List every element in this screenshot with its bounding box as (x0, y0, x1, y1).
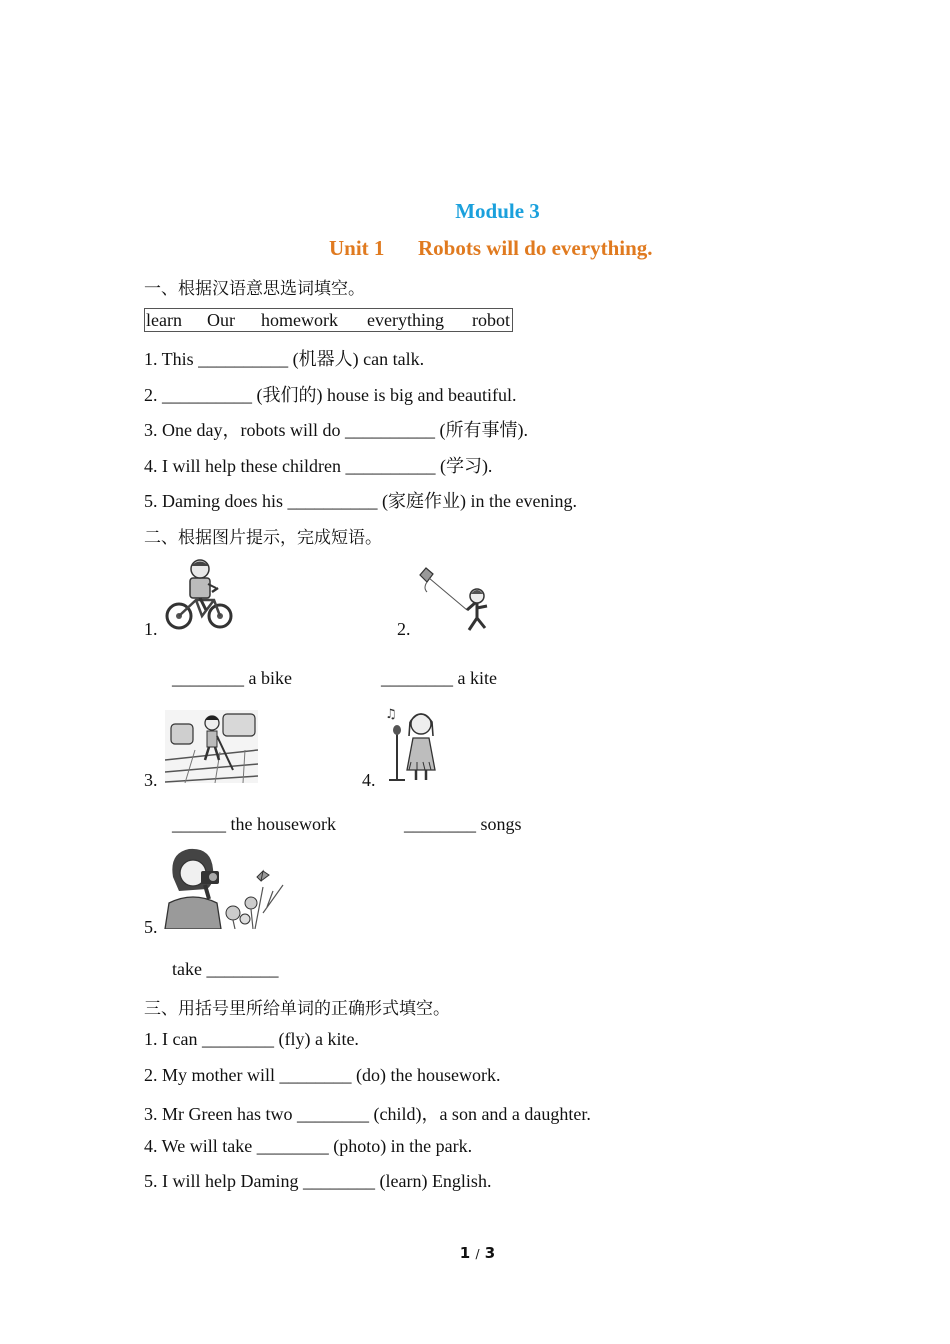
word-bank-item: homework (261, 310, 338, 330)
svg-text:♫: ♫ (385, 707, 397, 722)
part2-phrase: ________ songs (404, 814, 522, 834)
current-page: 1 (459, 1244, 471, 1262)
part1-question: 3. One day，robots will do __________ (所有事情). (144, 420, 528, 440)
part2-item-number: 3. (144, 770, 158, 790)
part1-question: 1. This __________ (机器人) can talk. (144, 349, 425, 369)
part2-heading: 二、根据图片提示，完成短语。 (144, 528, 382, 548)
module-title: Module 3 (455, 199, 540, 223)
word-bank-item: Our (207, 310, 235, 330)
woman-taking-photo-flowers-illustration (163, 847, 293, 929)
unit-number: Unit 1 (329, 236, 385, 260)
part3-question: 1. I can ________ (fly) a kite. (144, 1029, 359, 1049)
part3-question: 5. I will help Daming ________ (learn) English. (144, 1171, 492, 1191)
girl-singing-microphone-illustration (383, 704, 443, 784)
part1-heading: 一、根据汉语意思选词填空。 (144, 279, 365, 299)
part1-question: 5. Daming does his __________ (家庭作业) in the evening. (144, 491, 577, 511)
part3-question: 3. Mr Green has two ________ (child)，a son and a daughter. (144, 1104, 591, 1124)
part3-question: 4. We will take ________ (photo) in the park. (144, 1136, 473, 1156)
part1-question: 2. __________ (我们的) house is big and beautiful. (144, 385, 517, 405)
boy-riding-bike-illustration (164, 558, 236, 632)
part2-phrase: ______ the housework (172, 814, 336, 834)
part1-question: 4. I will help these children __________ (学习). (144, 456, 493, 476)
part2-item-number: 1. (144, 619, 158, 639)
part2-phrase: take ________ (172, 959, 279, 979)
part2-item-number: 2. (397, 619, 411, 639)
part3-question: 2. My mother will ________ (do) the housework. (144, 1065, 501, 1085)
word-bank-item: everything (367, 310, 444, 330)
part2-phrase: ________ a kite (381, 668, 497, 688)
page-separator: / (475, 1247, 480, 1261)
part2-item-number: 4. (362, 770, 376, 790)
part2-phrase: ________ a bike (172, 668, 292, 688)
word-bank-item: robot (472, 310, 510, 330)
part3-heading: 三、用括号里所给单词的正确形式填空。 (144, 999, 450, 1019)
word-bank (144, 308, 513, 332)
page-number (0, 1244, 950, 1262)
unit-name: Robots will do everything. (418, 236, 653, 260)
total-pages: 3 (484, 1244, 496, 1262)
word-bank-item: learn (146, 310, 182, 330)
part2-item-number: 5. (144, 917, 158, 937)
boy-flying-kite-illustration (417, 566, 495, 634)
girl-sweeping-floor-illustration (165, 710, 258, 783)
